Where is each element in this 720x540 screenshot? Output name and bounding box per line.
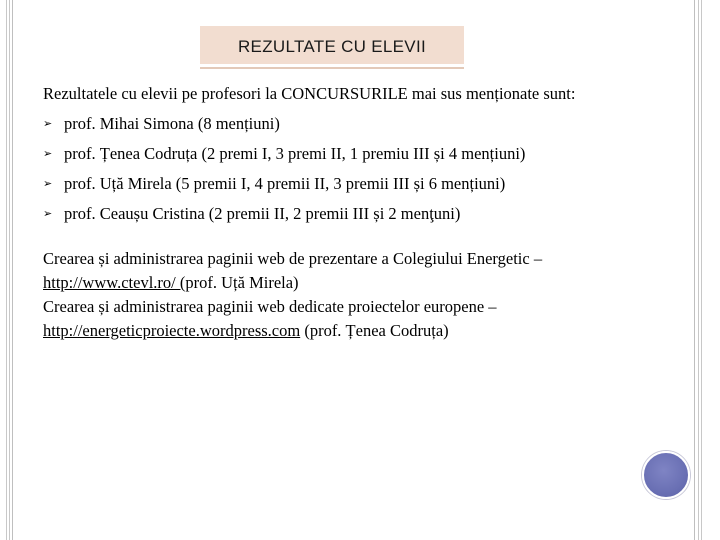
- arrow-bullet-icon: ➢: [43, 177, 53, 190]
- list-item: [43, 139, 663, 169]
- website-paragraph: [43, 247, 663, 295]
- projects-website-link[interactable]: http://energeticproiecte.wordpress.com: [43, 321, 301, 340]
- decorative-circle: [642, 451, 690, 499]
- results-list: [43, 109, 663, 229]
- arrow-bullet-icon: ➢: [43, 207, 53, 220]
- intro-text: Rezultatele cu elevii pe profesori la CONCURSURILE mai sus menționate sunt:: [43, 84, 576, 103]
- arrow-bullet-icon: ➢: [43, 117, 53, 130]
- list-item: [43, 109, 663, 139]
- list-item-text: prof. Mihai Simona (8 mențiuni): [64, 114, 280, 133]
- title-box: [200, 26, 464, 67]
- list-item: [43, 199, 663, 229]
- list-item-text: prof. Ceaușu Cristina (2 premii II, 2 premii III și 2 menţuni): [64, 204, 461, 223]
- arrow-bullet-icon: ➢: [43, 147, 53, 160]
- website-paragraph-credit: prof. Uță Mirela): [185, 273, 299, 292]
- list-item-text: prof. Țenea Codruța (2 premi I, 3 premi II, 1 premiu III și 4 mențiuni): [64, 144, 526, 163]
- frame-rail-left-inner: [9, 0, 10, 540]
- projects-paragraph-text: Crearea și administrarea paginii web dedicate proiectelor europene –: [43, 297, 497, 316]
- website-paragraph-text: Crearea și administrarea paginii web de prezentare a Colegiului Energetic –: [43, 249, 543, 268]
- slide-content: [43, 82, 663, 343]
- list-item-text: prof. Uță Mirela (5 premii I, 4 premii II, 3 premii III și 6 mențiuni): [64, 174, 506, 193]
- slide-title: REZULTATE CU ELEVII: [237, 37, 426, 56]
- projects-paragraph-credit: (prof. Țenea Codruța): [300, 321, 449, 340]
- frame-rail-right-inner: [698, 0, 699, 540]
- frame-rail-right-outer: [701, 0, 702, 540]
- list-item: [43, 169, 663, 199]
- college-website-link[interactable]: http://www.ctevl.ro/ (: [43, 273, 186, 292]
- projects-paragraph: [43, 295, 663, 343]
- frame-rail-left-outer: [6, 0, 7, 540]
